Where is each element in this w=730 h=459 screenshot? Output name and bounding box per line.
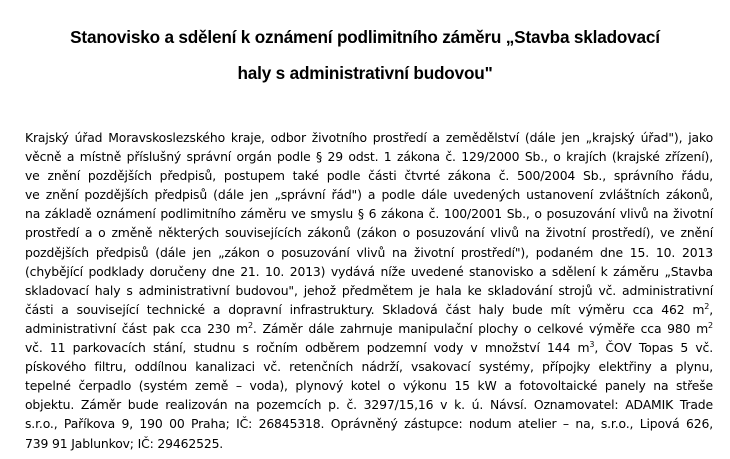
paragraph-line <box>25 166 713 185</box>
paragraph-line <box>25 414 713 433</box>
paragraph-text: pískového filtru, oddílnou kanalizaci vč. retenčních nádrží, vsakovací systémy, přípojky elektřiny a plynu, <box>25 359 713 375</box>
paragraph-text: (chybějící podklady doručeny dne 21. 10. 2013) vydává níže uvedené stanovisko a sdělení k záměru „Stavba <box>25 263 713 279</box>
paragraph-text: , <box>709 301 713 317</box>
paragraph-line <box>25 185 713 204</box>
document-title-line-2: haly s administrativní budovou" <box>237 63 493 83</box>
paragraph-text: pozdějších předpisů (dále jen „zákon o posuzování vlivů na životní prostředí"), podaném dne 15. 10. 2013 <box>25 244 713 260</box>
paragraph-line <box>25 147 713 166</box>
paragraph-line <box>25 223 713 242</box>
paragraph-text: Krajský úřad Moravskoslezského kraje, odbor životního prostředí a zemědělství (dále jen „krajský úřad"), jako <box>25 130 713 145</box>
superscript-exponent: 2 <box>708 320 713 330</box>
paragraph-line <box>25 281 713 300</box>
paragraph-text: objektu. Záměr bude realizován na pozemcích p. č. 3297/15,16 v k. ú. Návsí. Oznamovatel: ADAMIK Trade <box>25 397 713 413</box>
paragraph-text: prostředí a o změně některých souvisejících zákonů (zákon o posuzování vlivů na životní prostředí), ve znění <box>25 225 713 241</box>
paragraph-line <box>25 434 713 453</box>
body-paragraph <box>25 128 713 453</box>
paragraph-text: 739 91 Jablunkov; IČ: 29462525. <box>25 435 224 451</box>
paragraph-line <box>25 128 713 147</box>
paragraph-text: tepelné čerpadlo (systém země – voda), plynový kotel o výkonu 15 kW a fotovoltaické panely na střeše <box>25 378 713 394</box>
superscript-exponent: 2 <box>704 301 710 311</box>
superscript-exponent: 3 <box>589 340 595 350</box>
paragraph-line <box>25 338 713 357</box>
paragraph-text: s.r.o., Paříkova 9, 190 00 Praha; IČ: 26845318. Oprávněný zástupce: nodum atelier – na, s.r.o., Lipová 626, <box>25 416 713 432</box>
paragraph-line <box>25 376 713 395</box>
paragraph-text: skladovací haly s administrativní budovou", jehož předmětem je hala ke skladování strojů vč. administrativní <box>25 282 713 298</box>
paragraph-text: ve znění pozdějších předpisů, postupem také podle části čtvrté zákona č. 500/2004 Sb., správního řádu, <box>25 168 713 184</box>
superscript-exponent: 2 <box>247 320 253 330</box>
paragraph-line <box>25 204 713 223</box>
paragraph-line <box>25 262 713 281</box>
paragraph-line <box>25 357 713 376</box>
paragraph-text: na základě oznámení podlimitního záměru ve smyslu § 6 zákona č. 100/2001 Sb., o posuzování vlivů na životní <box>25 206 713 222</box>
paragraph-line <box>25 319 713 338</box>
document-title-line-1: Stanovisko a sdělení k oznámení podlimitního záměru „Stavba skladovací <box>70 27 660 47</box>
paragraph-text: vč. 11 parkovacích stání, studnu s ročním odběrem podzemní vody v množství 144 m <box>25 340 590 356</box>
paragraph-text: ve znění pozdějších předpisů (dále jen „správní řád") a podle dále uvedených ustanovení zvláštních zákonů, <box>25 187 713 203</box>
paragraph-line <box>25 395 713 414</box>
paragraph-text: , ČOV Topas 5 vč. <box>594 340 713 356</box>
paragraph-text: administrativní část pak cca 230 m <box>25 320 248 336</box>
paragraph-line <box>25 243 713 262</box>
paragraph-text: části a související technické a dopravní infrastruktury. Skladová část haly bude mít výměru cca 462 m <box>25 301 705 317</box>
paragraph-text: věcně a místně příslušný správní orgán podle § 29 odst. 1 zákona č. 129/2000 Sb., o krajích (krajské zřízení), <box>25 149 713 165</box>
paragraph-line <box>25 300 713 319</box>
paragraph-text: . Záměr dále zahrnuje manipulační plochy o celkové výměře cca 980 m <box>252 320 709 336</box>
